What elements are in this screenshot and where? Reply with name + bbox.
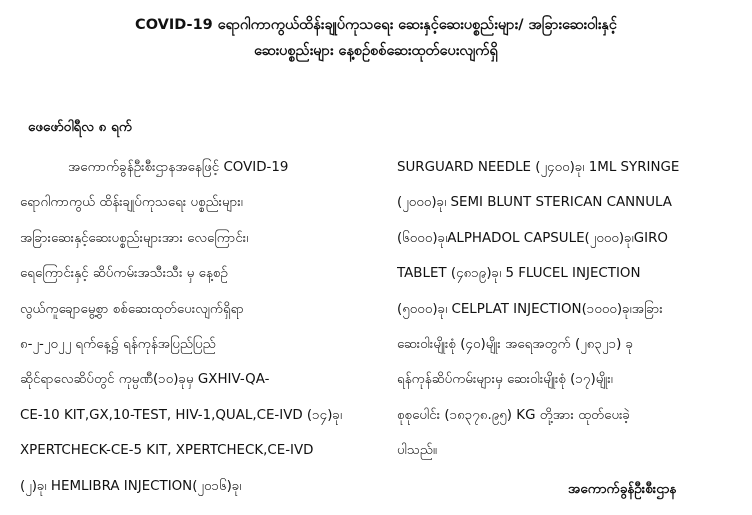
body-line: အခြားဆေးနှင့်ဆေးပစ္စည်းများအား လေကြောင်း၊: [20, 230, 249, 246]
body-line: (၂၀၀၀)ခု၊ SEMI BLUNT STERICAN CANNULA: [397, 195, 672, 211]
body-line: အကောက်ခွန်ဦးစီးဌာနအနေဖြင့် COVID-19: [68, 160, 289, 175]
title-line-2: ဆေးပစ္စည်းများ နေ့စဉ်စစ်ဆေးထုတ်ပေးလျက်ရှိ: [254, 43, 498, 59]
body-line: ၈-၂-၂၀၂၂ ရက်နေ့၌ ရန်ကုန်အပြည်ပြည်: [20, 337, 216, 353]
body-line: (၆၀၀၀)ခု၊ALPHADOL CAPSULE(၂၀၀၀)ခု၊GIRO: [397, 230, 668, 246]
body-line: ရေကြောင်းနှင့် ဆိပ်ကမ်းအသီးသီး မှ နေ့စဉ်: [20, 266, 228, 282]
body-line: ရောဂါကာကွယ် ထိန်းချုပ်ကုသရေး ပစ္စည်းများ၊: [20, 195, 243, 211]
body-line: ရန်ကုန်ဆိပ်ကမ်းများမှ ဆေးဝါးမျိုးစုံ (၁၇)မျိုး၊: [397, 372, 613, 388]
left-column: [20, 150, 357, 504]
body-line: (၂)ခု၊ HEMLIBRA INJECTION(၂၀၁၆)ခု၊: [20, 478, 242, 494]
dateline: ဖေဖော်ဝါရီလ ၈ ရက်: [28, 119, 133, 135]
title-line-1: COVID-19 ရောဂါကာကွယ်ထိန်းချုပ်ကုသရေး ဆေးနှင့်ဆေးပစ္စည်းများ/ အခြားဆေးဝါးနှင့်: [135, 17, 617, 33]
body-line: SURGUARD NEEDLE (၂၄၀၀)ခု၊ 1ML SYRINGE: [397, 160, 680, 175]
body-line: TABLET (၄၈၁၉)ခု၊ 5 FLUCEL INJECTION: [397, 266, 641, 282]
body-line: CE-10 KIT,GX,10-TEST, HIV-1,QUAL,CE-IVD (၁၄)ခု၊: [20, 407, 343, 423]
body-line: ပါသည်။: [397, 443, 437, 459]
body-line: XPERTCHECK-CE-5 KIT, XPERTCHECK,CE-IVD: [20, 443, 314, 459]
signature: အကောက်ခွန်ဦးစီးဌာန: [568, 481, 677, 497]
article-title: [0, 12, 752, 64]
body-line: လွယ်ကူချောမွေ့စွာ စစ်ဆေးထုတ်ပေးလျက်ရှိရာ: [20, 301, 244, 317]
body-line: ဆေးဝါးမျိုးစုံ (၄၀)မျိုး အရေအတွက် (၂၈၃၂၁) ခု: [397, 337, 634, 353]
body-line: စုစုပေါင်း (၁၈၃၇၈.၉၅) KG တို့အား ထုတ်ပေးခဲ့: [397, 407, 631, 423]
right-column: [397, 150, 734, 469]
body-line: ဆိုင်ရာလေဆိပ်တွင် ကုမ္ပဏီ(၁၀)ခုမှ GXHIV-QA-: [20, 372, 270, 388]
body-line: (၅၀၀၀)ခု၊ CELPLAT INJECTION(၁၀၀၀)ခု၊အခြား: [397, 301, 663, 317]
